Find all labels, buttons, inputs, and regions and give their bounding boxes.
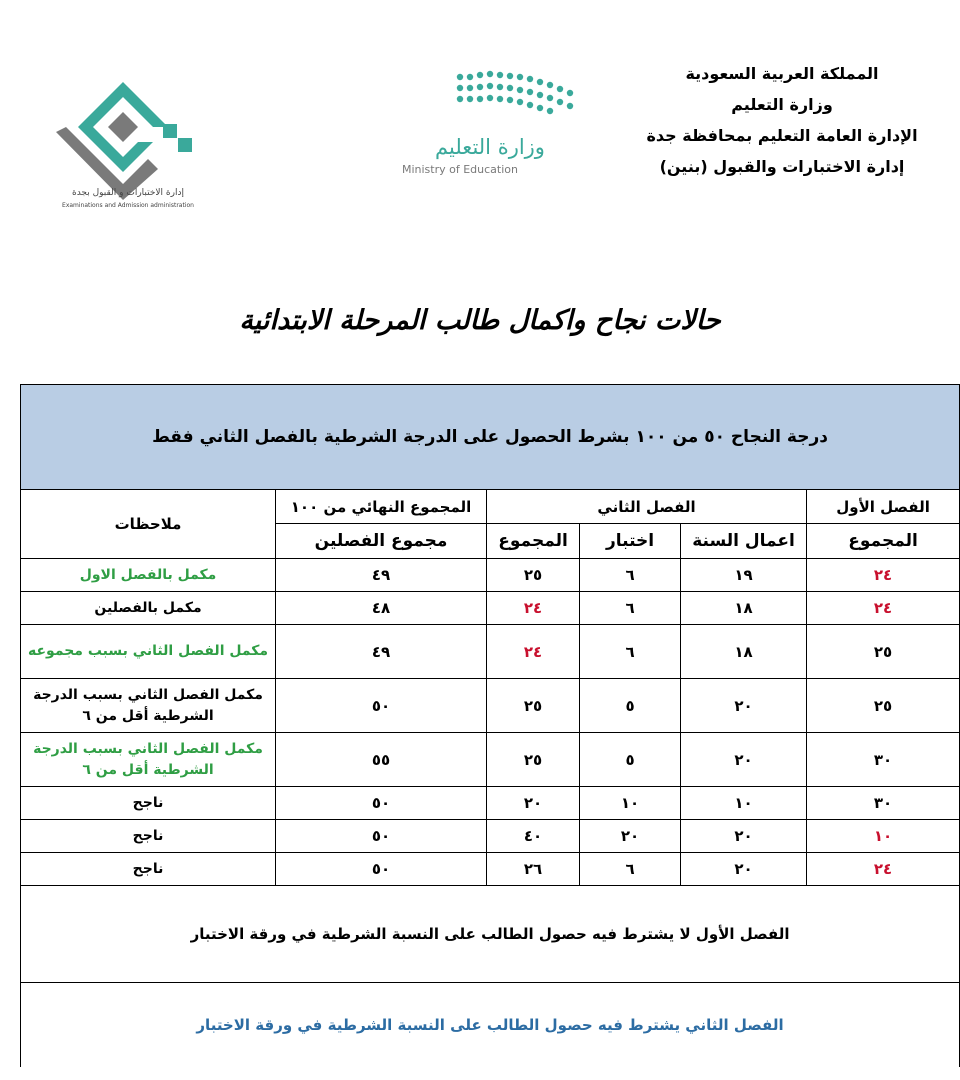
table-row	[21, 733, 960, 787]
moe-logo-english: Ministry of Education	[401, 163, 519, 176]
table-row	[21, 679, 960, 733]
final-total-cell: ٥٥	[276, 733, 487, 787]
directorate-name: الإدارة العامة التعليم بمحافظة جدة	[646, 126, 918, 145]
term2-total-cell: ٢٦	[487, 853, 580, 886]
notes-header: ملاحظات	[21, 490, 276, 559]
moe-dots-icon	[457, 71, 573, 114]
exam-cell: ٦	[580, 559, 681, 592]
term1-total-cell: ٣٠	[807, 733, 960, 787]
term2-total-cell: ٢٤	[487, 625, 580, 679]
year-work-cell: ١٨	[681, 592, 807, 625]
year-work-cell: ٢٠	[681, 679, 807, 733]
banner-row	[21, 385, 960, 490]
term1-total-header: المجموع	[807, 524, 960, 559]
term1-total-cell: ١٠	[807, 820, 960, 853]
final-total-cell: ٤٩	[276, 559, 487, 592]
final-total-header: المجموع النهائي من ١٠٠	[276, 490, 487, 524]
grades-table	[20, 384, 960, 1067]
term2-total-cell: ٢٠	[487, 787, 580, 820]
final-total-cell: ٥٠	[276, 820, 487, 853]
both-terms-total-header: مجموع الفصلين	[276, 524, 487, 559]
table-row	[21, 592, 960, 625]
pass-condition-banner: درجة النجاح ٥٠ من ١٠٠ بشرط الحصول على الدرجة الشرطية بالفصل الثاني فقط	[21, 385, 960, 490]
final-total-cell: ٥٠	[276, 679, 487, 733]
term2-total-cell: ٢٥	[487, 733, 580, 787]
note-term1: الفصل الأول لا يشترط فيه حصول الطالب على النسبة الشرطية في ورقة الاختبار	[21, 886, 960, 983]
term2-total-cell: ٢٥	[487, 679, 580, 733]
term1-total-cell: ٢٤	[807, 592, 960, 625]
term1-total-cell: ٣٠	[807, 787, 960, 820]
note-term2: الفصل الثاني يشترط فيه حصول الطالب على النسبة الشرطية في ورقة الاختبار	[21, 983, 960, 1068]
year-work-cell: ٢٠	[681, 733, 807, 787]
department-name: إدارة الاختبارات والقبول (بنين)	[659, 157, 905, 176]
ministry-header	[632, 58, 932, 182]
remark-cell: مكمل بالفصلين	[21, 592, 276, 625]
remark-cell: ناجح	[21, 853, 276, 886]
exam-cell: ٦	[580, 853, 681, 886]
year-work-cell: ٢٠	[681, 853, 807, 886]
table-row	[21, 625, 960, 679]
final-total-cell: ٥٠	[276, 853, 487, 886]
remark-cell: مكمل الفصل الثاني بسبب الدرجة الشرطية أقل من ٦	[21, 679, 276, 733]
final-total-cell: ٤٩	[276, 625, 487, 679]
term2-total-cell: ٢٤	[487, 592, 580, 625]
remark-cell: مكمل الفصل الثاني بسبب الدرجة الشرطية أقل من ٦	[21, 733, 276, 787]
final-total-cell: ٥٠	[276, 787, 487, 820]
note-term2-row	[21, 983, 960, 1068]
term1-total-cell: ٢٥	[807, 625, 960, 679]
remark-cell: ناجح	[21, 787, 276, 820]
table-row	[21, 820, 960, 853]
remark-cell: مكمل الفصل الثاني بسبب مجموعه	[21, 625, 276, 679]
table-row	[21, 787, 960, 820]
page-title: حالات نجاح واكمال طالب المرحلة الابتدائية	[239, 305, 721, 336]
year-work-cell: ١٨	[681, 625, 807, 679]
ministry-name: وزارة التعليم	[731, 95, 833, 114]
term1-total-cell: ٢٥	[807, 679, 960, 733]
eaa-logo-arabic: إدارة الاختبارات و القبول بجدة	[71, 188, 185, 198]
year-work-cell: ١٠	[681, 787, 807, 820]
remark-cell: ناجح	[21, 820, 276, 853]
ministry-of-education-logo	[380, 55, 600, 195]
year-work-cell: ٢٠	[681, 820, 807, 853]
term2-total-cell: ٤٠	[487, 820, 580, 853]
year-work-header: اعمال السنة	[681, 524, 807, 559]
term1-total-cell: ٢٤	[807, 853, 960, 886]
exam-cell: ٦	[580, 592, 681, 625]
final-total-cell: ٤٨	[276, 592, 487, 625]
exam-cell: ١٠	[580, 787, 681, 820]
country-name: المملكة العربية السعودية	[685, 64, 879, 83]
exam-header: اختبار	[580, 524, 681, 559]
year-work-cell: ١٩	[681, 559, 807, 592]
term2-total-header: المجموع	[487, 524, 580, 559]
exam-cell: ٥	[580, 733, 681, 787]
group-header-row	[21, 490, 960, 524]
table-row	[21, 559, 960, 592]
exam-cell: ٦	[580, 625, 681, 679]
table-row	[21, 853, 960, 886]
eaa-logo-english: Examinations and Admission administration	[62, 202, 194, 209]
term1-total-cell: ٢٤	[807, 559, 960, 592]
note-term1-row	[21, 886, 960, 983]
exam-cell: ٢٠	[580, 820, 681, 853]
term2-total-cell: ٢٥	[487, 559, 580, 592]
exam-cell: ٥	[580, 679, 681, 733]
term2-header: الفصل الثاني	[487, 490, 807, 524]
remark-cell: مكمل بالفصل الاول	[21, 559, 276, 592]
exams-admission-logo	[38, 72, 218, 217]
term1-header: الفصل الأول	[807, 490, 960, 524]
exams-admission-emblem-icon	[56, 82, 192, 200]
moe-logo-arabic: وزارة التعليم	[435, 135, 545, 159]
